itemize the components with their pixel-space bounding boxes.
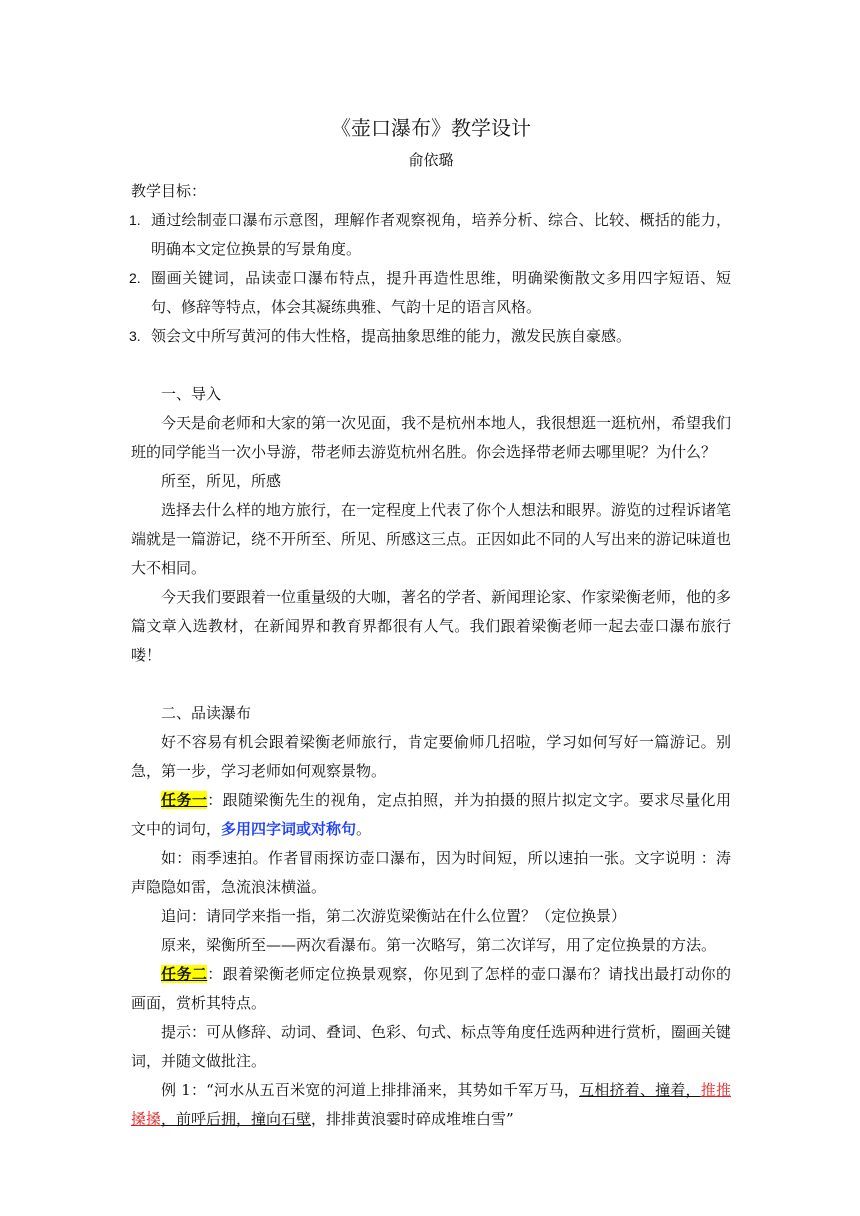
goal-number: 2. xyxy=(129,270,141,286)
paragraph: 选择去什么样的地方旅行，在一定程度上代表了你个人想法和眼界。游览的过程诉诸笔端就是一篇游记，绕不开所至、所见、所感这三点。正因如此不同的人写出来的游记味道也大不相同。 xyxy=(131,501,732,577)
author-name: 俞依璐 xyxy=(408,151,454,169)
task-one-paragraph xyxy=(131,786,731,844)
task-one-emphasis: 多用四字词或对称句 xyxy=(221,820,357,838)
paragraph: 今天是俞老师和大家的第一次见面，我不是杭州本地人，我很想逛一逛杭州，希望我们班的同学能当一次小导游，带老师去游览杭州名胜。你会选择带老师去哪里呢？为什么？ xyxy=(131,414,732,461)
example-one-end: ，排排黄浪霎时碎成堆堆白雪” xyxy=(311,1110,514,1128)
task-two-paragraph xyxy=(131,960,731,1018)
example-one-underlined: ，前呼后拥，撞向石壁 xyxy=(161,1110,312,1128)
example-one-underlined: 互相挤着、撞着， xyxy=(579,1081,701,1099)
paragraph: 提示：可从修辞、动词、叠词、色彩、句式、标点等角度任选两种进行赏析，圈画关键词，并随文做批注。 xyxy=(131,1023,732,1070)
goal-item xyxy=(131,264,731,322)
task-one-text: ：跟随梁衡先生的视角，定点拍照，并为拍摄的照片拟定文字。要求尽量化用文中的词句， xyxy=(131,791,731,838)
document-body xyxy=(131,110,731,1134)
goal-item xyxy=(131,322,731,351)
example-one-red-underlined: 推推搡搡 xyxy=(131,1081,731,1128)
spacer xyxy=(131,670,731,699)
goal-number: 3. xyxy=(129,328,141,344)
goal-number: 1. xyxy=(129,212,141,228)
section-heading-reading: 二、品读瀑布 xyxy=(161,704,252,722)
task-one-label: 任务一 xyxy=(161,791,208,809)
task-two-text: ：跟着梁衡老师定位换景观察，你见到了怎样的壶口瀑布？请找出最打动你的画面，赏析其特点。 xyxy=(131,965,731,1012)
document-title: 《壶口瀑布》教学设计 xyxy=(331,116,531,140)
goal-text: 圈画关键词，品读壶口瀑布特点，提升再造性思维，明确梁衡散文多用四字短语、短句、修辞等特点，体会其凝练典雅、气韵十足的语言风格。 xyxy=(151,269,731,316)
task-one-end: 。 xyxy=(356,820,372,838)
goal-text: 领会文中所写黄河的伟大性格，提高抽象思维的能力，激发民族自豪感。 xyxy=(151,327,632,345)
section-heading-intro: 一、导入 xyxy=(161,385,222,403)
example-one-paragraph xyxy=(131,1076,731,1134)
spacer xyxy=(131,351,731,380)
paragraph: 今天我们要跟着一位重量级的大咖，著名的学者、新闻理论家、作家梁衡老师，他的多篇文章入选教材，在新闻界和教育界都很有人气。我们跟着梁衡老师一起去壶口瀑布旅行喽！ xyxy=(131,588,732,664)
example-one-start: 例 1：“河水从五百米宽的河道上排排涌来，其势如千军万马， xyxy=(161,1081,580,1099)
paragraph: 所至，所见，所感 xyxy=(161,472,282,490)
paragraph: 追问：请同学来指一指，第二次游览梁衡站在什么位置？（定位换景） xyxy=(161,907,627,925)
task-two-label: 任务二 xyxy=(161,965,208,983)
paragraph: 好不容易有机会跟着梁衡老师旅行，肯定要偷师几招啦，学习如何写好一篇游记。别急，第一步，学习老师如何观察景物。 xyxy=(131,733,731,780)
goals-label: 教学目标： xyxy=(131,182,207,200)
goal-item xyxy=(131,206,731,264)
goal-text: 通过绘制壶口瀑布示意图，理解作者观察视角，培养分析、综合、比较、概括的能力，明确本文定位换景的写景角度。 xyxy=(151,211,731,258)
paragraph: 如：雨季速拍。作者冒雨探访壶口瀑布，因为时间短，所以速拍一张。文字说明 ：涛声隐隐如雷，急流浪沫横溢。 xyxy=(131,849,731,896)
paragraph: 原来，梁衡所至——两次看瀑布。第一次略写，第二次详写，用了定位换景的方法。 xyxy=(161,936,717,954)
goals-list xyxy=(131,206,731,351)
